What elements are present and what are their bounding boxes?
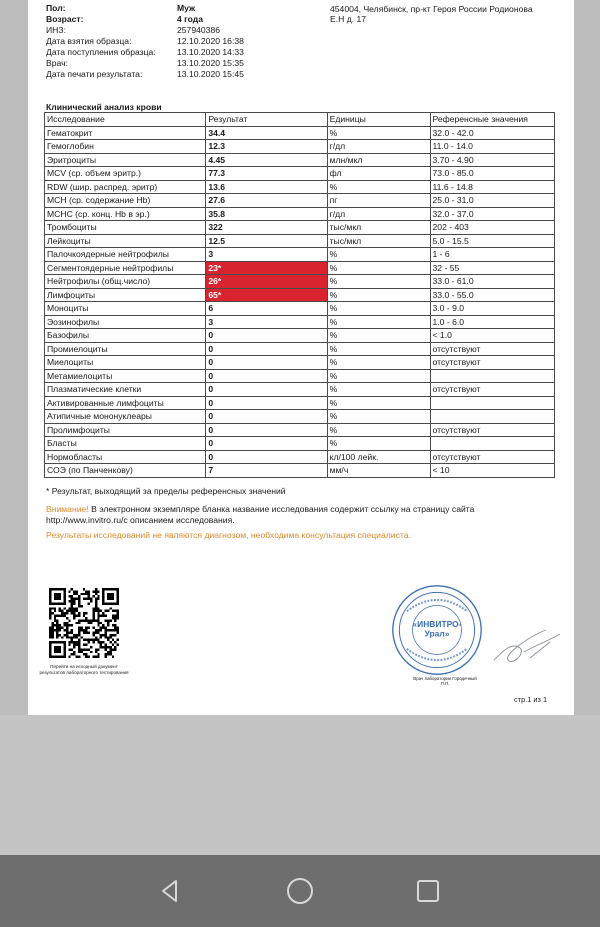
test-unit: % — [327, 275, 430, 289]
table-row — [45, 194, 555, 208]
test-reference: отсутствуют — [430, 450, 554, 464]
home-icon[interactable] — [280, 871, 320, 911]
info-value: 13.10.2020 15:45 — [177, 69, 244, 79]
table-row — [45, 383, 555, 397]
info-label: Дата взятия образца: — [46, 36, 132, 46]
test-result: 0 — [206, 410, 327, 424]
test-name: Атипичные мононуклеары — [45, 410, 206, 424]
test-unit: г/дл — [327, 207, 430, 221]
test-unit: тыс/мкл — [327, 234, 430, 248]
test-reference: 33.0 - 61.0 — [430, 275, 554, 289]
test-reference: отсутствуют — [430, 356, 554, 370]
col-header-test: Исследование — [45, 113, 206, 127]
test-reference: < 1.0 — [430, 329, 554, 343]
footnote: * Результат, выходящий за пределы референсных значений — [46, 486, 286, 496]
test-name: Эритроциты — [45, 153, 206, 167]
test-result: 12.3 — [206, 140, 327, 154]
back-icon[interactable] — [150, 871, 190, 911]
test-unit: мм/ч — [327, 464, 430, 478]
test-result: 0 — [206, 423, 327, 437]
test-name: Палочкоядерные нейтрофилы — [45, 248, 206, 262]
table-row — [45, 248, 555, 262]
test-unit: % — [327, 315, 430, 329]
table-row — [45, 396, 555, 410]
info-label: Дата печати результата: — [46, 69, 143, 79]
doctor-caption: Врач лаборатории Городечный П.П. — [413, 676, 477, 687]
attention-text: В электронном экземпляре бланка название исследования содержит ссылку на страницу сайта — [88, 504, 475, 514]
test-name: Гематокрит — [45, 126, 206, 140]
test-unit: пг — [327, 194, 430, 208]
test-reference: отсутствуют — [430, 423, 554, 437]
test-result: 3 — [206, 248, 327, 262]
qr-code[interactable] — [49, 588, 119, 658]
test-name: Пролимфоциты — [45, 423, 206, 437]
test-reference: 32.0 - 42.0 — [430, 126, 554, 140]
test-reference: 3.0 - 9.0 — [430, 302, 554, 316]
test-unit: % — [327, 261, 430, 275]
table-row — [45, 207, 555, 221]
test-unit: % — [327, 248, 430, 262]
test-result: 0 — [206, 383, 327, 397]
address-line-2: Е.Н д. 17 — [330, 14, 367, 24]
test-result: 4.45 — [206, 153, 327, 167]
test-name: Эозинофилы — [45, 315, 206, 329]
table-row — [45, 234, 555, 248]
col-header-result: Результат — [206, 113, 327, 127]
table-row — [45, 369, 555, 383]
test-name: RDW (шир. распред. эритр) — [45, 180, 206, 194]
section-title: Клинический анализ крови — [46, 102, 162, 112]
test-name: Миелоциты — [45, 356, 206, 370]
col-header-reference: Референсные значения — [430, 113, 554, 127]
test-name: Активированные лимфоциты — [45, 396, 206, 410]
test-reference: 73.0 - 85.0 — [430, 167, 554, 181]
test-reference: отсутствуют — [430, 342, 554, 356]
test-result: 26* — [206, 275, 327, 289]
stamp-org2: Урал» — [424, 628, 450, 639]
test-name: Базофилы — [45, 329, 206, 343]
test-result: 7 — [206, 464, 327, 478]
attention-url[interactable]: http://www.invitro.ru/с описанием исследования. — [46, 514, 235, 525]
lab-stamp — [390, 583, 484, 677]
test-name: MCH (ср. содержание Hb) — [45, 194, 206, 208]
lab-address — [330, 4, 560, 24]
test-name: MCHC (ср. конц. Hb в эр.) — [45, 207, 206, 221]
col-header-units: Единицы — [327, 113, 430, 127]
test-result: 322 — [206, 221, 327, 235]
table-row — [45, 302, 555, 316]
test-unit: кл/100 лейк. — [327, 450, 430, 464]
test-name: СОЭ (по Панченкову) — [45, 464, 206, 478]
results-table — [44, 112, 555, 478]
test-name: Метамиелоциты — [45, 369, 206, 383]
test-result: 0 — [206, 396, 327, 410]
test-reference: 1.0 - 6.0 — [430, 315, 554, 329]
info-label: Дата поступления образца: — [46, 47, 156, 57]
test-result: 34.4 — [206, 126, 327, 140]
test-result: 3 — [206, 315, 327, 329]
test-reference: 32 - 55 — [430, 261, 554, 275]
test-name: Плазматические клетки — [45, 383, 206, 397]
test-unit: % — [327, 437, 430, 451]
test-name: Бласты — [45, 437, 206, 451]
test-result: 0 — [206, 329, 327, 343]
table-header-row — [45, 113, 555, 127]
test-result: 27.6 — [206, 194, 327, 208]
test-name: Гемоглобин — [45, 140, 206, 154]
test-unit: % — [327, 342, 430, 356]
test-unit: % — [327, 180, 430, 194]
test-reference — [430, 437, 554, 451]
test-reference: 25.0 - 31.0 — [430, 194, 554, 208]
attention-note — [46, 504, 546, 525]
table-row — [45, 153, 555, 167]
test-result: 35.8 — [206, 207, 327, 221]
test-result: 23* — [206, 261, 327, 275]
test-name: Нормобласты — [45, 450, 206, 464]
info-value: 257940386 — [177, 25, 221, 35]
stamp-org: «ИНВИТРО- — [412, 619, 462, 630]
info-value: 13.10.2020 15:35 — [177, 58, 244, 68]
info-label: ИНЗ: — [46, 25, 66, 35]
test-name: Тромбоциты — [45, 221, 206, 235]
screen-background — [0, 715, 600, 855]
test-name: Промиелоциты — [45, 342, 206, 356]
test-result: 0 — [206, 342, 327, 356]
test-unit: % — [327, 369, 430, 383]
test-unit: % — [327, 423, 430, 437]
test-result: 0 — [206, 356, 327, 370]
address-line-1: 454004, Челябинск, пр-кт Героя России Родионова — [330, 4, 533, 14]
test-result: 12.5 — [206, 234, 327, 248]
table-row — [45, 329, 555, 343]
android-navigation-bar — [0, 855, 600, 927]
test-result: 0 — [206, 450, 327, 464]
test-reference: 3.70 - 4.90 — [430, 153, 554, 167]
test-name: MCV (ср. объем эритр.) — [45, 167, 206, 181]
test-unit: фл — [327, 167, 430, 181]
test-result: 65* — [206, 288, 327, 302]
test-result: 6 — [206, 302, 327, 316]
table-row — [45, 126, 555, 140]
test-unit: млн/мкл — [327, 153, 430, 167]
report-page — [28, 0, 574, 715]
test-reference — [430, 369, 554, 383]
table-row — [45, 450, 555, 464]
table-row — [45, 140, 555, 154]
qr-caption: Перейти на исходный документ результатов лабораторного тестирования — [39, 664, 129, 675]
test-reference: 1 - 6 — [430, 248, 554, 262]
test-result: 77.3 — [206, 167, 327, 181]
table-row — [45, 221, 555, 235]
test-reference — [430, 396, 554, 410]
recent-apps-icon[interactable] — [408, 871, 448, 911]
test-unit: % — [327, 329, 430, 343]
info-value: Муж — [177, 3, 196, 13]
table-row — [45, 167, 555, 181]
test-name: Сегментоядерные нейтрофилы — [45, 261, 206, 275]
test-unit: г/дл — [327, 140, 430, 154]
info-label: Пол: — [46, 3, 66, 13]
test-result: 13.6 — [206, 180, 327, 194]
table-row — [45, 437, 555, 451]
test-reference: 11.0 - 14.0 — [430, 140, 554, 154]
info-label: Возраст: — [46, 14, 84, 24]
test-reference: отсутствуют — [430, 383, 554, 397]
info-value: 12.10.2020 16:38 — [177, 36, 244, 46]
table-row — [45, 342, 555, 356]
test-reference: 11.6 - 14.8 — [430, 180, 554, 194]
test-unit: % — [327, 410, 430, 424]
table-row — [45, 464, 555, 478]
table-row — [45, 275, 555, 289]
test-unit: % — [327, 396, 430, 410]
info-label: Врач: — [46, 58, 68, 68]
table-row — [45, 423, 555, 437]
test-name: Моноциты — [45, 302, 206, 316]
test-reference — [430, 410, 554, 424]
info-value: 13.10.2020 14:33 — [177, 47, 244, 57]
disclaimer: Результаты исследований не являются диагнозом, необходима консультация специалиста. — [46, 530, 411, 540]
table-row — [45, 180, 555, 194]
info-value: 4 года — [177, 14, 204, 24]
page-number: стр.1 из 1 — [514, 695, 548, 704]
test-unit: % — [327, 383, 430, 397]
test-name: Нейтрофилы (общ.число) — [45, 275, 206, 289]
test-reference: 5.0 - 15.5 — [430, 234, 554, 248]
test-unit: % — [327, 126, 430, 140]
test-reference: < 10 — [430, 464, 554, 478]
test-result: 0 — [206, 437, 327, 451]
test-unit: тыс/мкл — [327, 221, 430, 235]
test-name: Лейкоциты — [45, 234, 206, 248]
table-row — [45, 410, 555, 424]
doctor-signature — [490, 620, 564, 670]
test-name: Лимфоциты — [45, 288, 206, 302]
test-reference: 32.0 - 37.0 — [430, 207, 554, 221]
table-row — [45, 356, 555, 370]
test-result: 0 — [206, 369, 327, 383]
test-reference: 202 - 403 — [430, 221, 554, 235]
test-unit: % — [327, 302, 430, 316]
attention-warning: Внимание! — [46, 504, 89, 514]
test-reference: 33.0 - 55.0 — [430, 288, 554, 302]
table-row — [45, 261, 555, 275]
test-unit: % — [327, 356, 430, 370]
test-unit: % — [327, 288, 430, 302]
table-row — [45, 288, 555, 302]
table-row — [45, 315, 555, 329]
